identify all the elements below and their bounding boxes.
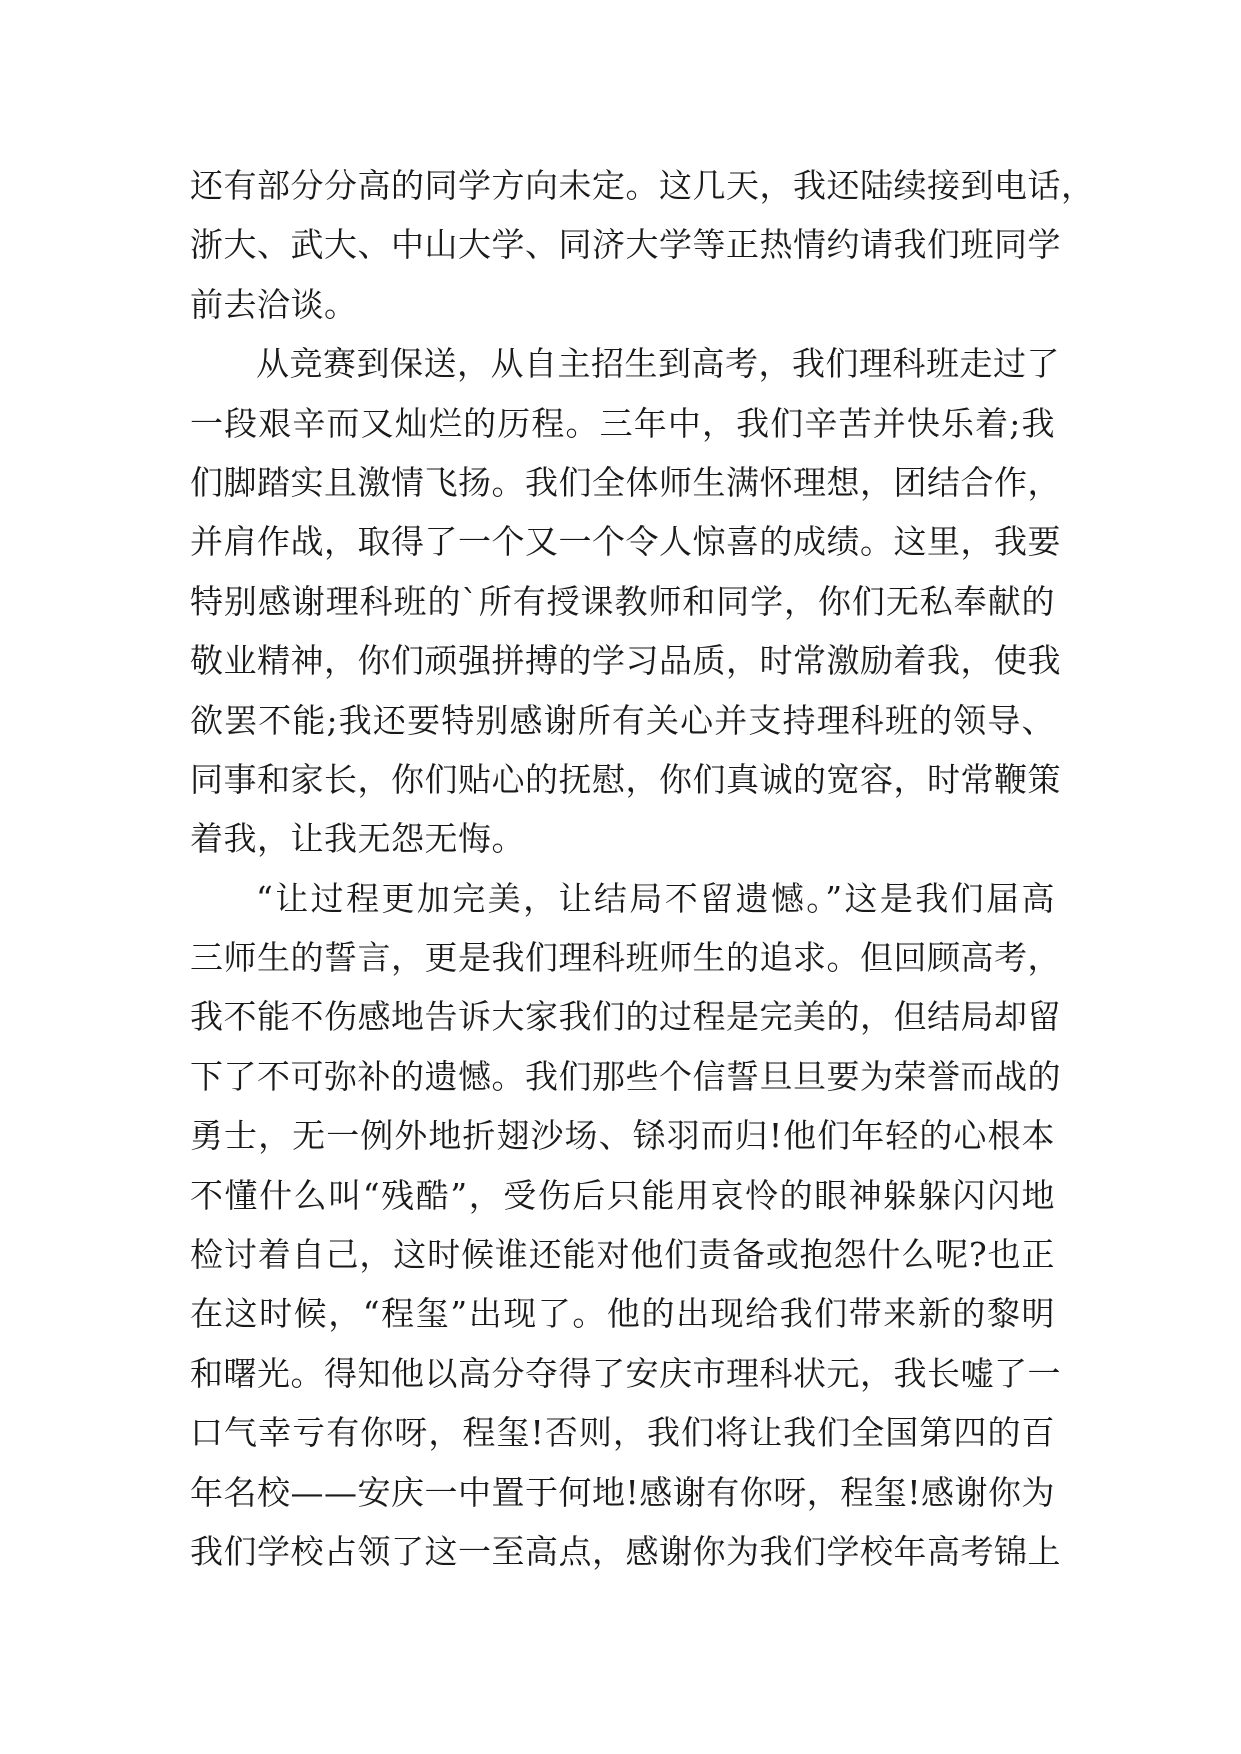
text-line: 勇士，无一例外地折翅沙场、铩羽而归!他们年轻的心根本 (190, 1116, 1055, 1156)
text-line: 我们学校占领了这一至高点，感谢你为我们学校年高考锦上 (190, 1531, 1061, 1571)
text-line: “让过程更加完美，让结局不留遗憾。”这是我们届高 (256, 878, 1055, 918)
text-line: 不懂什么叫“残酷”，受伤后只能用哀怜的眼神躲躲闪闪地 (190, 1175, 1055, 1215)
text-line: 浙大、武大、中山大学、同济大学等正热情约请我们班同学 (190, 225, 1061, 265)
text-line: 欲罢不能;我还要特别感谢所有关心并支持理科班的领导、 (190, 700, 1055, 740)
text-line: 口气幸亏有你呀，程玺!否则，我们将让我们全国第四的百 (190, 1413, 1055, 1453)
text-line: 们脚踏实且激情飞扬。我们全体师生满怀理想，团结合作， (190, 462, 1061, 502)
text-line: 和曙光。得知他以高分夺得了安庆市理科状元，我长嘘了一 (190, 1353, 1061, 1393)
text-line: 并肩作战，取得了一个又一个令人惊喜的成绩。这里，我要 (190, 522, 1061, 562)
text-line: 特别感谢理科班的`所有授课教师和同学，你们无私奉献的 (190, 581, 1055, 621)
text-line: 敬业精神，你们顽强拼搏的学习品质，时常激励着我，使我 (190, 641, 1061, 681)
text-line: 同事和家长，你们贴心的抚慰，你们真诚的宽容，时常鞭策 (190, 759, 1061, 799)
text-line: 着我，让我无怨无悔。 (190, 819, 525, 859)
text-line: 下了不可弥补的遗憾。我们那些个信誓旦旦要为荣誉而战的 (190, 1056, 1061, 1096)
text-line: 三师生的誓言，更是我们理科班师生的追求。但回顾高考， (190, 938, 1061, 978)
text-line: 从竞赛到保送，从自主招生到高考，我们理科班走过了 (256, 344, 1060, 384)
text-line: 我不能不伤感地告诉大家我们的过程是完美的，但结局却留 (190, 997, 1061, 1037)
text-line: 检讨着自己，这时候谁还能对他们责备或抱怨什么呢?也正 (190, 1235, 1055, 1275)
text-line: 还有部分分高的同学方向未定。这几天，我还陆续接到电话， (190, 166, 1095, 205)
text-line: 在这时候，“程玺”出现了。他的出现给我们带来新的黎明 (190, 1294, 1055, 1334)
text-line: 前去洽谈。 (190, 284, 358, 324)
text-line: 一段艰辛而又灿烂的历程。三年中，我们辛苦并快乐着;我 (190, 403, 1055, 443)
body-text (190, 156, 1095, 1581)
text-line: 年名校——安庆一中置于何地!感谢有你呀，程玺!感谢你为 (190, 1472, 1056, 1512)
